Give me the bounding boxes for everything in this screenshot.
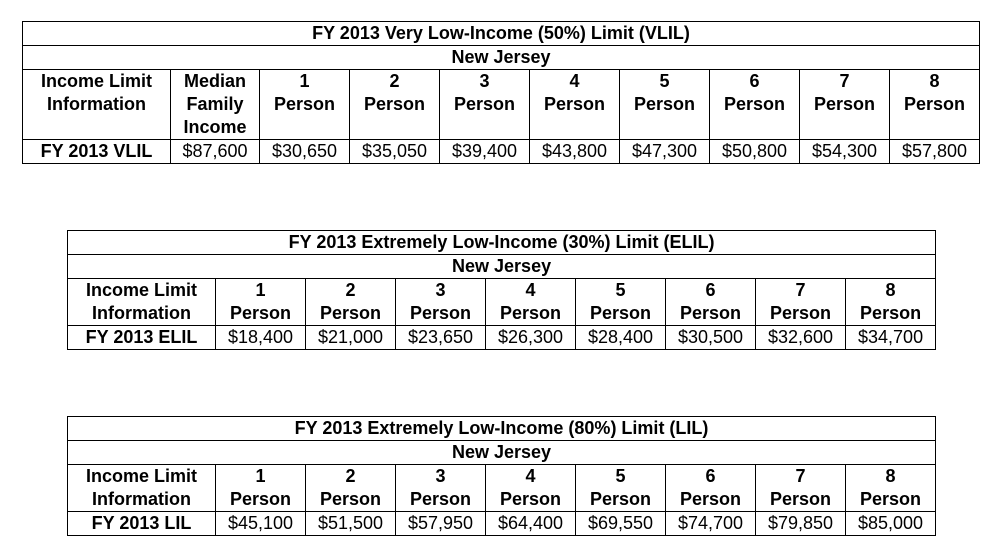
row-label: FY 2013 ELIL xyxy=(68,326,216,350)
column-header-6-person: 6 Person xyxy=(710,70,800,140)
income-cell: $64,400 xyxy=(486,512,576,536)
column-header-7-person: 7 Person xyxy=(756,465,846,512)
column-header-5-person: 5 Person xyxy=(576,279,666,326)
column-header-median-family-income: Median Family Income xyxy=(171,70,260,140)
income-cell: $28,400 xyxy=(576,326,666,350)
column-header-income-limit-information: Income Limit Information xyxy=(23,70,171,140)
column-header-3-person: 3 Person xyxy=(396,279,486,326)
income-cell: $57,950 xyxy=(396,512,486,536)
column-header-1-person: 1 Person xyxy=(216,465,306,512)
column-header-4-person: 4 Person xyxy=(486,465,576,512)
income-cell: $35,050 xyxy=(350,140,440,164)
column-header-4-person: 4 Person xyxy=(486,279,576,326)
income-cell: $32,600 xyxy=(756,326,846,350)
income-cell: $45,100 xyxy=(216,512,306,536)
income-cell: $51,500 xyxy=(306,512,396,536)
income-cell: $85,000 xyxy=(846,512,936,536)
column-header-income-limit-information: Income Limit Information xyxy=(68,279,216,326)
column-header-8-person: 8 Person xyxy=(846,279,936,326)
column-header-6-person: 6 Person xyxy=(666,465,756,512)
column-header-8-person: 8 Person xyxy=(890,70,980,140)
income-cell: $79,850 xyxy=(756,512,846,536)
column-header-3-person: 3 Person xyxy=(396,465,486,512)
income-cell: $30,650 xyxy=(260,140,350,164)
table-state: New Jersey xyxy=(68,255,936,279)
income-cell: $43,800 xyxy=(530,140,620,164)
column-header-7-person: 7 Person xyxy=(800,70,890,140)
income-cell: $39,400 xyxy=(440,140,530,164)
column-header-5-person: 5 Person xyxy=(576,465,666,512)
lil-table xyxy=(67,416,936,536)
income-cell: $26,300 xyxy=(486,326,576,350)
vlil-table xyxy=(22,21,980,164)
row-label: FY 2013 LIL xyxy=(68,512,216,536)
income-cell: $30,500 xyxy=(666,326,756,350)
income-cell: $50,800 xyxy=(710,140,800,164)
income-cell: $74,700 xyxy=(666,512,756,536)
column-header-income-limit-information: Income Limit Information xyxy=(68,465,216,512)
income-cell: $21,000 xyxy=(306,326,396,350)
column-header-2-person: 2 Person xyxy=(306,465,396,512)
income-cell: $18,400 xyxy=(216,326,306,350)
column-header-3-person: 3 Person xyxy=(440,70,530,140)
table-row xyxy=(68,512,936,536)
column-header-2-person: 2 Person xyxy=(350,70,440,140)
column-header-5-person: 5 Person xyxy=(620,70,710,140)
column-header-7-person: 7 Person xyxy=(756,279,846,326)
table-title: FY 2013 Very Low-Income (50%) Limit (VLIL) xyxy=(23,22,980,46)
table-state: New Jersey xyxy=(23,46,980,70)
column-header-1-person: 1 Person xyxy=(260,70,350,140)
column-header-6-person: 6 Person xyxy=(666,279,756,326)
table-title: FY 2013 Extremely Low-Income (80%) Limit (LIL) xyxy=(68,417,936,441)
table-row xyxy=(68,326,936,350)
income-cell: $34,700 xyxy=(846,326,936,350)
column-header-1-person: 1 Person xyxy=(216,279,306,326)
income-cell: $69,550 xyxy=(576,512,666,536)
income-cell: $54,300 xyxy=(800,140,890,164)
row-label: FY 2013 VLIL xyxy=(23,140,171,164)
table-title: FY 2013 Extremely Low-Income (30%) Limit (ELIL) xyxy=(68,231,936,255)
column-header-8-person: 8 Person xyxy=(846,465,936,512)
column-header-4-person: 4 Person xyxy=(530,70,620,140)
income-cell: $47,300 xyxy=(620,140,710,164)
table-state: New Jersey xyxy=(68,441,936,465)
table-row xyxy=(23,140,980,164)
median-income-cell: $87,600 xyxy=(171,140,260,164)
income-cell: $57,800 xyxy=(890,140,980,164)
column-header-2-person: 2 Person xyxy=(306,279,396,326)
income-cell: $23,650 xyxy=(396,326,486,350)
elil-table xyxy=(67,230,936,350)
